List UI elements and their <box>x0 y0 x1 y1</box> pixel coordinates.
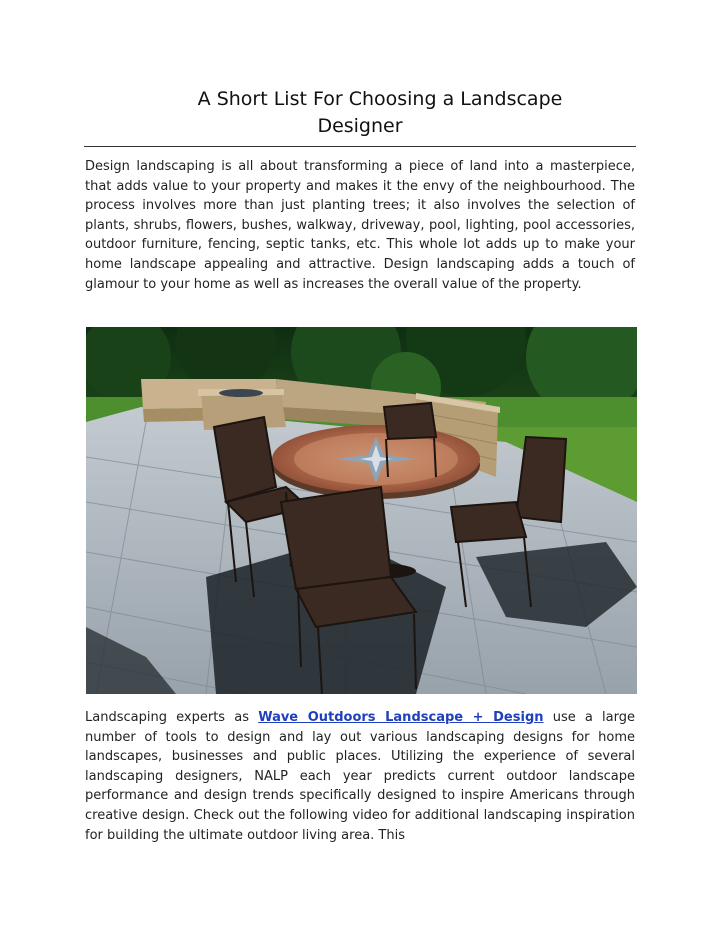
title-line-2: Designer <box>317 115 403 137</box>
intro-paragraph: Design landscaping is all about transforming a piece of land into a masterpiece, that adds value to your property and makes it the envy of the neighbourhood. The process involves more than just planting trees; it also involves the selection of plants, shrubs, flowers, bushes, walkway, driveway, pool, lighting, pool accessories, outdoor furniture, fencing, septic tanks, etc. This whole lot adds up to make your home landscape appealing and attractive. Design landscaping adds a touch of glamour to your home as well as increases the overall value of the property. <box>85 159 635 292</box>
title-divider <box>84 146 636 147</box>
patio-photo <box>86 327 637 694</box>
page-title <box>84 86 636 140</box>
title-line-1: A Short List For Choosing a Landscape <box>197 88 563 110</box>
wave-outdoors-link[interactable]: Wave Outdoors Landscape + Design <box>258 710 544 725</box>
experts-paragraph <box>85 708 635 868</box>
paragraph2-text-end: use a large number of tools to design and lay out various landscaping designs for home landscapes, businesses and public places. Utilizing the experience of several landscaping designers, NALP each year predicts current outdoor landscape performance and design trends specifically designed to inspire Americans through creative design. Check out the following video for additional landscaping inspiration for building the ultimate outdoor living area. This <box>85 710 635 843</box>
paragraph2-text-start: Landscaping experts as <box>85 710 259 725</box>
